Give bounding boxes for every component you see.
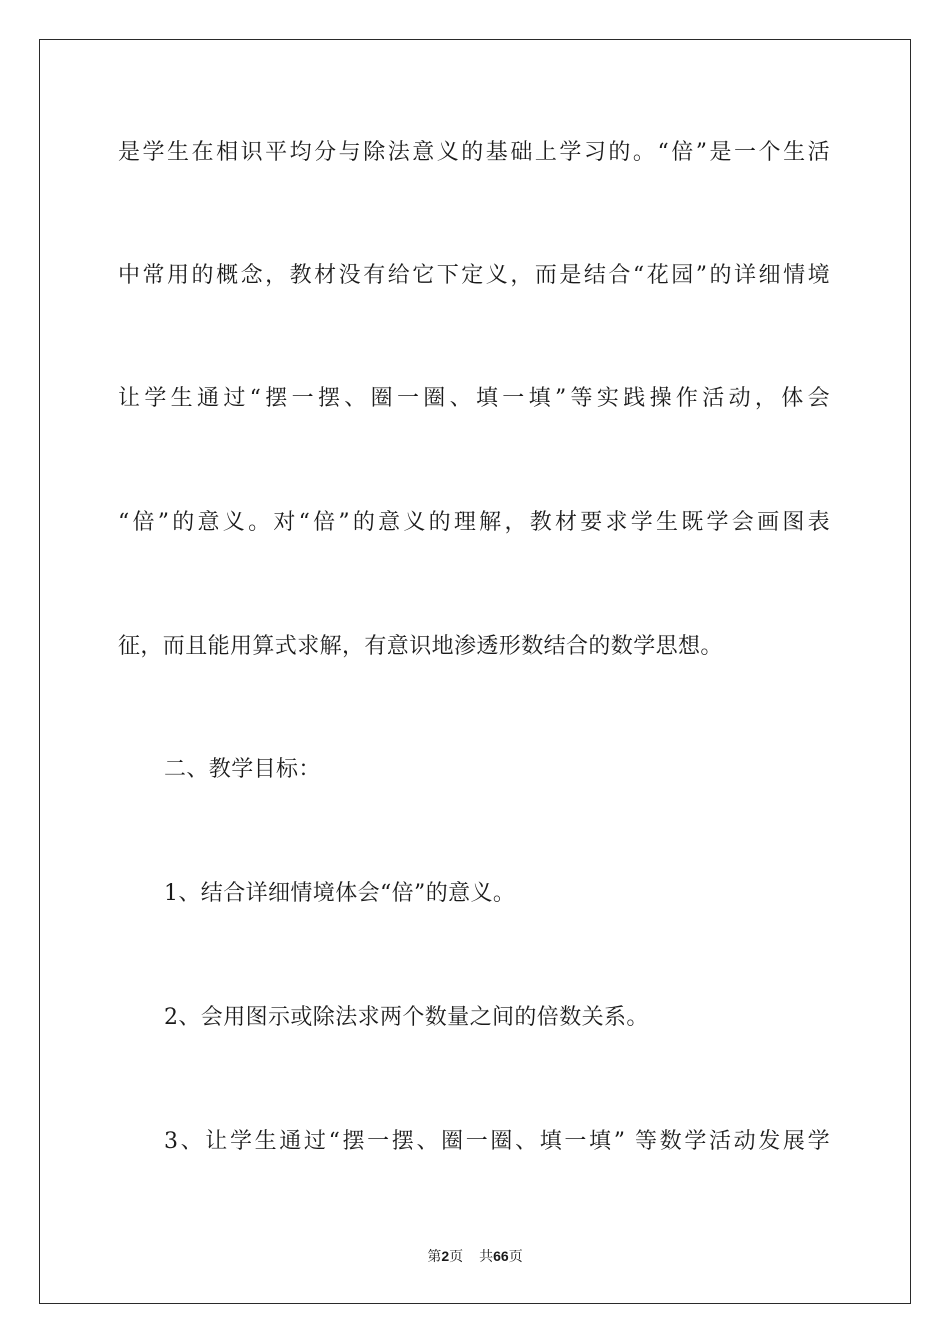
page-border xyxy=(39,39,911,1304)
footer-page-current: 2 xyxy=(441,1248,450,1264)
footer-page-suffix: 页 xyxy=(449,1249,464,1265)
paragraph-line-1: 是学生在相识平均分与除法意义的基础上学习的。“倍”是一个生活 xyxy=(118,140,830,165)
section-heading: 二、教学目标： xyxy=(164,757,321,782)
paragraph-line-4: “倍”的意义。对“倍”的意义的理解，教材要求学生既学会画图表 xyxy=(118,510,830,535)
footer-total-prefix: 共 xyxy=(479,1249,494,1265)
objective-1: 1、结合详细情境体会“倍”的意义。 xyxy=(164,881,516,906)
page-footer xyxy=(0,1246,950,1267)
paragraph-line-5: 征，而且能用算式求解，有意识地渗透形数结合的数学思想。 xyxy=(118,634,723,659)
paragraph-line-2: 中常用的概念，教材没有给它下定义，而是结合“花园”的详细情境 xyxy=(118,263,830,288)
footer-total-suffix: 页 xyxy=(508,1249,523,1265)
paragraph-line-3: 让学生通过“摆一摆、圈一圈、填一填”等实践操作活动，体会 xyxy=(118,386,830,411)
objective-3: 3、让学生通过“摆一摆、圈一圈、填一填” 等数学活动发展学 xyxy=(164,1129,830,1154)
footer-page-total: 66 xyxy=(493,1248,509,1264)
objective-2: 2、会用图示或除法求两个数量之间的倍数关系。 xyxy=(164,1005,649,1030)
footer-page-prefix: 第 xyxy=(427,1249,442,1265)
